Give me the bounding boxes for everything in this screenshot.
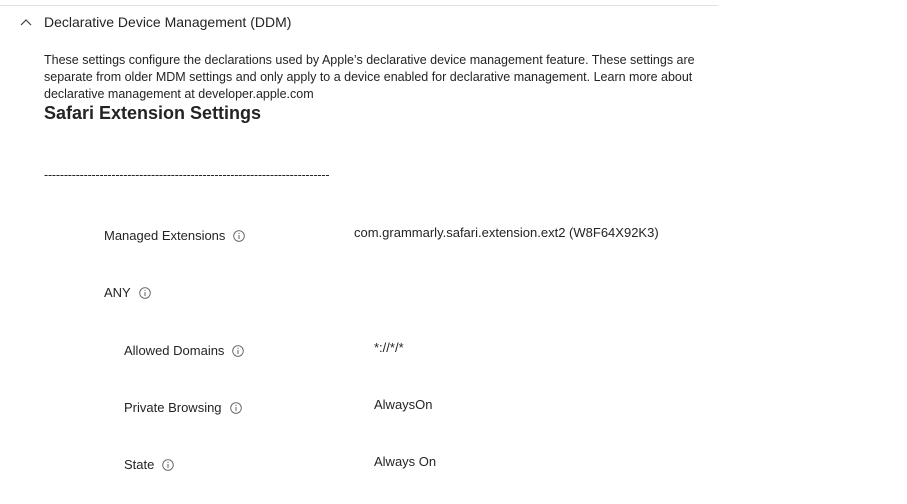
settings-title: Safari Extension Settings xyxy=(44,103,262,123)
any-label: ANY xyxy=(104,285,131,300)
separator-line: ------------------------------------------------------------------------ xyxy=(44,168,330,182)
section-title: Declarative Device Management (DDM) xyxy=(44,14,292,30)
private-browsing-label: Private Browsing xyxy=(124,400,222,415)
allowed-domains-value: *://*/* xyxy=(374,340,404,355)
info-icon[interactable] xyxy=(233,230,245,242)
allowed-domains-row xyxy=(124,343,244,358)
state-label: State xyxy=(124,457,155,472)
managed-extensions-value: com.grammarly.safari.extension.ext2 (W8F64X92K3) xyxy=(354,225,659,240)
info-icon[interactable] xyxy=(162,459,174,471)
allowed-domains-label: Allowed Domains xyxy=(124,343,225,358)
ddm-section-header[interactable] xyxy=(19,14,291,30)
chevron-up-icon[interactable] xyxy=(19,15,33,29)
private-browsing-value: AlwaysOn xyxy=(374,397,433,412)
state-row xyxy=(124,457,174,472)
info-icon[interactable] xyxy=(139,287,151,299)
private-browsing-row xyxy=(124,400,242,415)
info-icon[interactable] xyxy=(232,345,244,357)
state-value: Always On xyxy=(374,454,437,469)
managed-extensions-label: Managed Extensions xyxy=(104,228,226,243)
any-row xyxy=(104,285,151,300)
top-divider xyxy=(0,5,718,6)
info-icon[interactable] xyxy=(230,402,242,414)
managed-extensions-row xyxy=(104,228,245,243)
section-description: These settings configure the declarations used by Apple’s declarative device management feature. These settings are separate from older MDM settings and only apply to a device enabled for declarative management. Learn more about declarative management at developer.apple.com xyxy=(44,53,695,101)
